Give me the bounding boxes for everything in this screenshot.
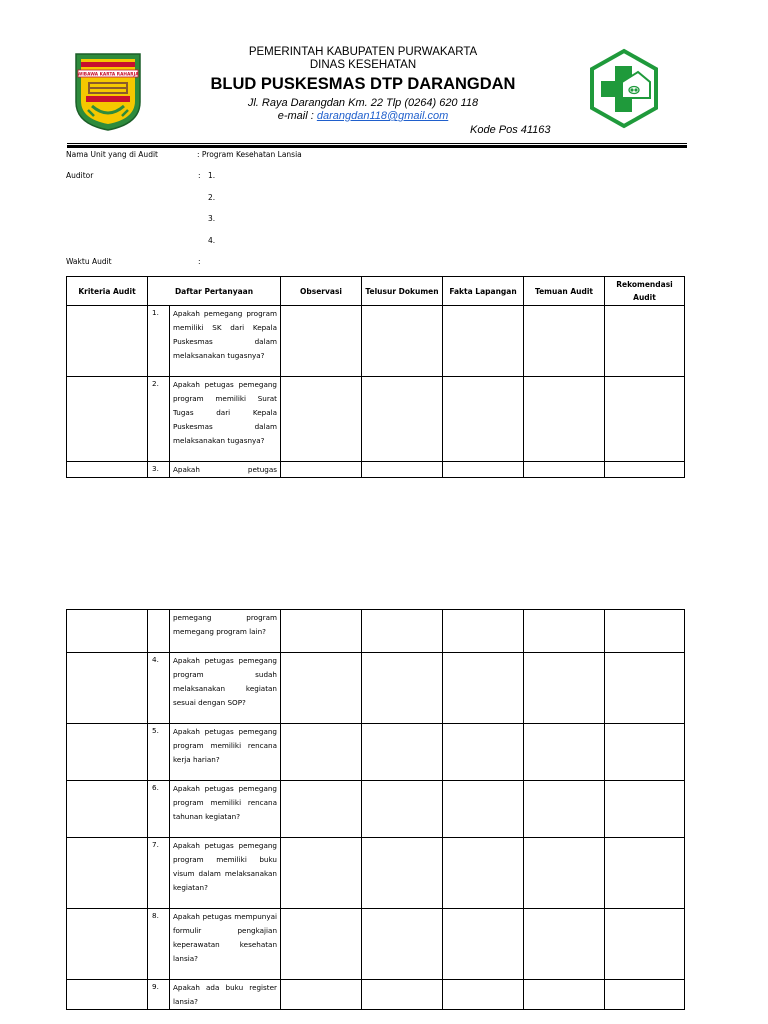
temuan-audit-cell[interactable] — [524, 653, 605, 724]
observasi-cell[interactable] — [281, 610, 362, 653]
rekomendasi-audit-cell[interactable] — [605, 377, 685, 462]
header-divider-thick — [67, 145, 687, 148]
header-rekomendasi-audit: Rekomendasi Audit — [605, 277, 685, 306]
audit-unit-label: Nama Unit yang di Audit — [66, 150, 158, 159]
header-kriteria-audit: Kriteria Audit — [67, 277, 148, 306]
table-row — [67, 610, 685, 653]
header-temuan-audit: Temuan Audit — [524, 277, 605, 306]
puskesmas-logo — [588, 48, 660, 130]
auditor-label: Auditor — [66, 171, 94, 180]
observasi-cell[interactable] — [281, 306, 362, 377]
table-row — [67, 724, 685, 781]
email-line — [180, 110, 546, 122]
address-line: Jl. Raya Darangdan Km. 22 Tlp (0264) 620 118 — [247, 97, 479, 109]
email-link[interactable]: darangdan118@gmail.com — [316, 110, 449, 122]
question-number: 7. — [148, 838, 170, 909]
government-heading: PEMERINTAH KABUPATEN PURWAKARTA — [248, 46, 478, 58]
table-row — [67, 980, 685, 1010]
department-heading: DINAS KESEHATAN — [309, 59, 417, 71]
question-number: 8. — [148, 909, 170, 980]
observasi-cell[interactable] — [281, 724, 362, 781]
question-number: 9. — [148, 980, 170, 1010]
kriteria-cell[interactable] — [67, 838, 148, 909]
observasi-cell[interactable] — [281, 838, 362, 909]
kriteria-cell[interactable] — [67, 781, 148, 838]
rekomendasi-audit-cell[interactable] — [605, 838, 685, 909]
question-text: Apakah petugas pemegang program sudah melaksanakan kegiatan sesuai dengan SOP? — [170, 653, 281, 724]
question-text: Apakah petugas pemegang program memiliki Surat Tugas dari Kepala Puskesmas dalam melaksanakan tugasnya? — [170, 377, 281, 462]
temuan-audit-cell[interactable] — [524, 980, 605, 1010]
fakta-lapangan-cell[interactable] — [443, 653, 524, 724]
telusur-dokumen-cell[interactable] — [362, 653, 443, 724]
table-row — [67, 838, 685, 909]
email-prefix: e-mail : — [277, 110, 317, 122]
fakta-lapangan-cell[interactable] — [443, 610, 524, 653]
rekomendasi-audit-cell[interactable] — [605, 653, 685, 724]
fakta-lapangan-cell[interactable] — [443, 306, 524, 377]
regency-crest-logo — [72, 50, 144, 132]
header-observasi: Observasi — [281, 277, 362, 306]
question-text: Apakah petugas mempunyai formulir pengkajian keperawatan kesehatan lansia? — [170, 909, 281, 980]
auditor-colon: : — [198, 171, 201, 180]
rekomendasi-audit-cell[interactable] — [605, 980, 685, 1010]
kriteria-cell[interactable] — [67, 377, 148, 462]
temuan-audit-cell[interactable] — [524, 909, 605, 980]
rekomendasi-audit-cell[interactable] — [605, 462, 685, 478]
auditor-number: 2. — [208, 193, 216, 202]
header-fakta-lapangan: Fakta Lapangan — [443, 277, 524, 306]
temuan-audit-cell[interactable] — [524, 838, 605, 909]
institution-title: BLUD PUSKESMAS DTP DARANGDAN — [210, 75, 516, 93]
question-text: Apakah petugas pemegang program memiliki buku visum dalam melaksanakan kegiatan? — [170, 838, 281, 909]
telusur-dokumen-cell[interactable] — [362, 980, 443, 1010]
auditor-number: 1. — [208, 171, 216, 180]
temuan-audit-cell[interactable] — [524, 781, 605, 838]
audit-time-colon: : — [198, 257, 201, 266]
kriteria-cell[interactable] — [67, 306, 148, 377]
observasi-cell[interactable] — [281, 653, 362, 724]
telusur-dokumen-cell[interactable] — [362, 838, 443, 909]
rekomendasi-audit-cell[interactable] — [605, 909, 685, 980]
telusur-dokumen-cell[interactable] — [362, 377, 443, 462]
temuan-audit-cell[interactable] — [524, 306, 605, 377]
kriteria-cell[interactable] — [67, 724, 148, 781]
postal-code: Kode Pos 41163 — [470, 124, 551, 136]
telusur-dokumen-cell[interactable] — [362, 781, 443, 838]
question-number: 2. — [148, 377, 170, 462]
question-text: Apakah petugas pemegang program memiliki rencana kerja harian? — [170, 724, 281, 781]
observasi-cell[interactable] — [281, 462, 362, 478]
question-number: 4. — [148, 653, 170, 724]
fakta-lapangan-cell[interactable] — [443, 838, 524, 909]
temuan-audit-cell[interactable] — [524, 724, 605, 781]
header-divider-thin — [67, 143, 687, 144]
telusur-dokumen-cell[interactable] — [362, 610, 443, 653]
kriteria-cell[interactable] — [67, 980, 148, 1010]
table-row — [67, 377, 685, 462]
kriteria-cell[interactable] — [67, 653, 148, 724]
table-header-row — [67, 277, 685, 306]
telusur-dokumen-cell[interactable] — [362, 462, 443, 478]
observasi-cell[interactable] — [281, 377, 362, 462]
rekomendasi-audit-cell[interactable] — [605, 610, 685, 653]
fakta-lapangan-cell[interactable] — [443, 980, 524, 1010]
header-daftar-pertanyaan: Daftar Pertanyaan — [148, 277, 281, 306]
kriteria-cell[interactable] — [67, 610, 148, 653]
temuan-audit-cell[interactable] — [524, 462, 605, 478]
observasi-cell[interactable] — [281, 781, 362, 838]
table-row — [67, 462, 685, 478]
question-text: Apakah petugas pemegang program memiliki rencana tahunan kegiatan? — [170, 781, 281, 838]
question-number: 3. — [148, 462, 170, 478]
audit-table-page-1 — [66, 276, 685, 478]
fakta-lapangan-cell[interactable] — [443, 377, 524, 462]
telusur-dokumen-cell[interactable] — [362, 306, 443, 377]
question-text: Apakah petugas — [170, 462, 281, 478]
table-row — [67, 781, 685, 838]
auditor-number: 4. — [208, 236, 216, 245]
kriteria-cell[interactable] — [67, 909, 148, 980]
observasi-cell[interactable] — [281, 909, 362, 980]
rekomendasi-audit-cell[interactable] — [605, 306, 685, 377]
table-row — [67, 653, 685, 724]
table-row — [67, 306, 685, 377]
crest-motto: WIBAWA KARTA RAHARJA — [77, 72, 139, 78]
temuan-audit-cell[interactable] — [524, 610, 605, 653]
kriteria-cell[interactable] — [67, 462, 148, 478]
question-text: pemegang program memegang program lain? — [170, 610, 281, 653]
telusur-dokumen-cell[interactable] — [362, 909, 443, 980]
telusur-dokumen-cell[interactable] — [362, 724, 443, 781]
question-text: Apakah pemegang program memiliki SK dari Kepala Puskesmas dalam melaksanakan tugasnya? — [170, 306, 281, 377]
question-number: 1. — [148, 306, 170, 377]
rekomendasi-audit-cell[interactable] — [605, 724, 685, 781]
fakta-lapangan-cell[interactable] — [443, 462, 524, 478]
fakta-lapangan-cell[interactable] — [443, 781, 524, 838]
rekomendasi-audit-cell[interactable] — [605, 781, 685, 838]
table-row — [67, 909, 685, 980]
temuan-audit-cell[interactable] — [524, 377, 605, 462]
audit-time-label: Waktu Audit — [66, 257, 112, 266]
question-text: Apakah ada buku register lansia? — [170, 980, 281, 1010]
auditor-number: 3. — [208, 214, 216, 223]
fakta-lapangan-cell[interactable] — [443, 909, 524, 980]
fakta-lapangan-cell[interactable] — [443, 724, 524, 781]
audit-unit-value: : Program Kesehatan Lansia — [197, 150, 302, 159]
question-number — [148, 610, 170, 653]
observasi-cell[interactable] — [281, 980, 362, 1010]
question-number: 6. — [148, 781, 170, 838]
audit-table-page-2 — [66, 609, 685, 1010]
header-telusur-dokumen: Telusur Dokumen — [362, 277, 443, 306]
question-number: 5. — [148, 724, 170, 781]
